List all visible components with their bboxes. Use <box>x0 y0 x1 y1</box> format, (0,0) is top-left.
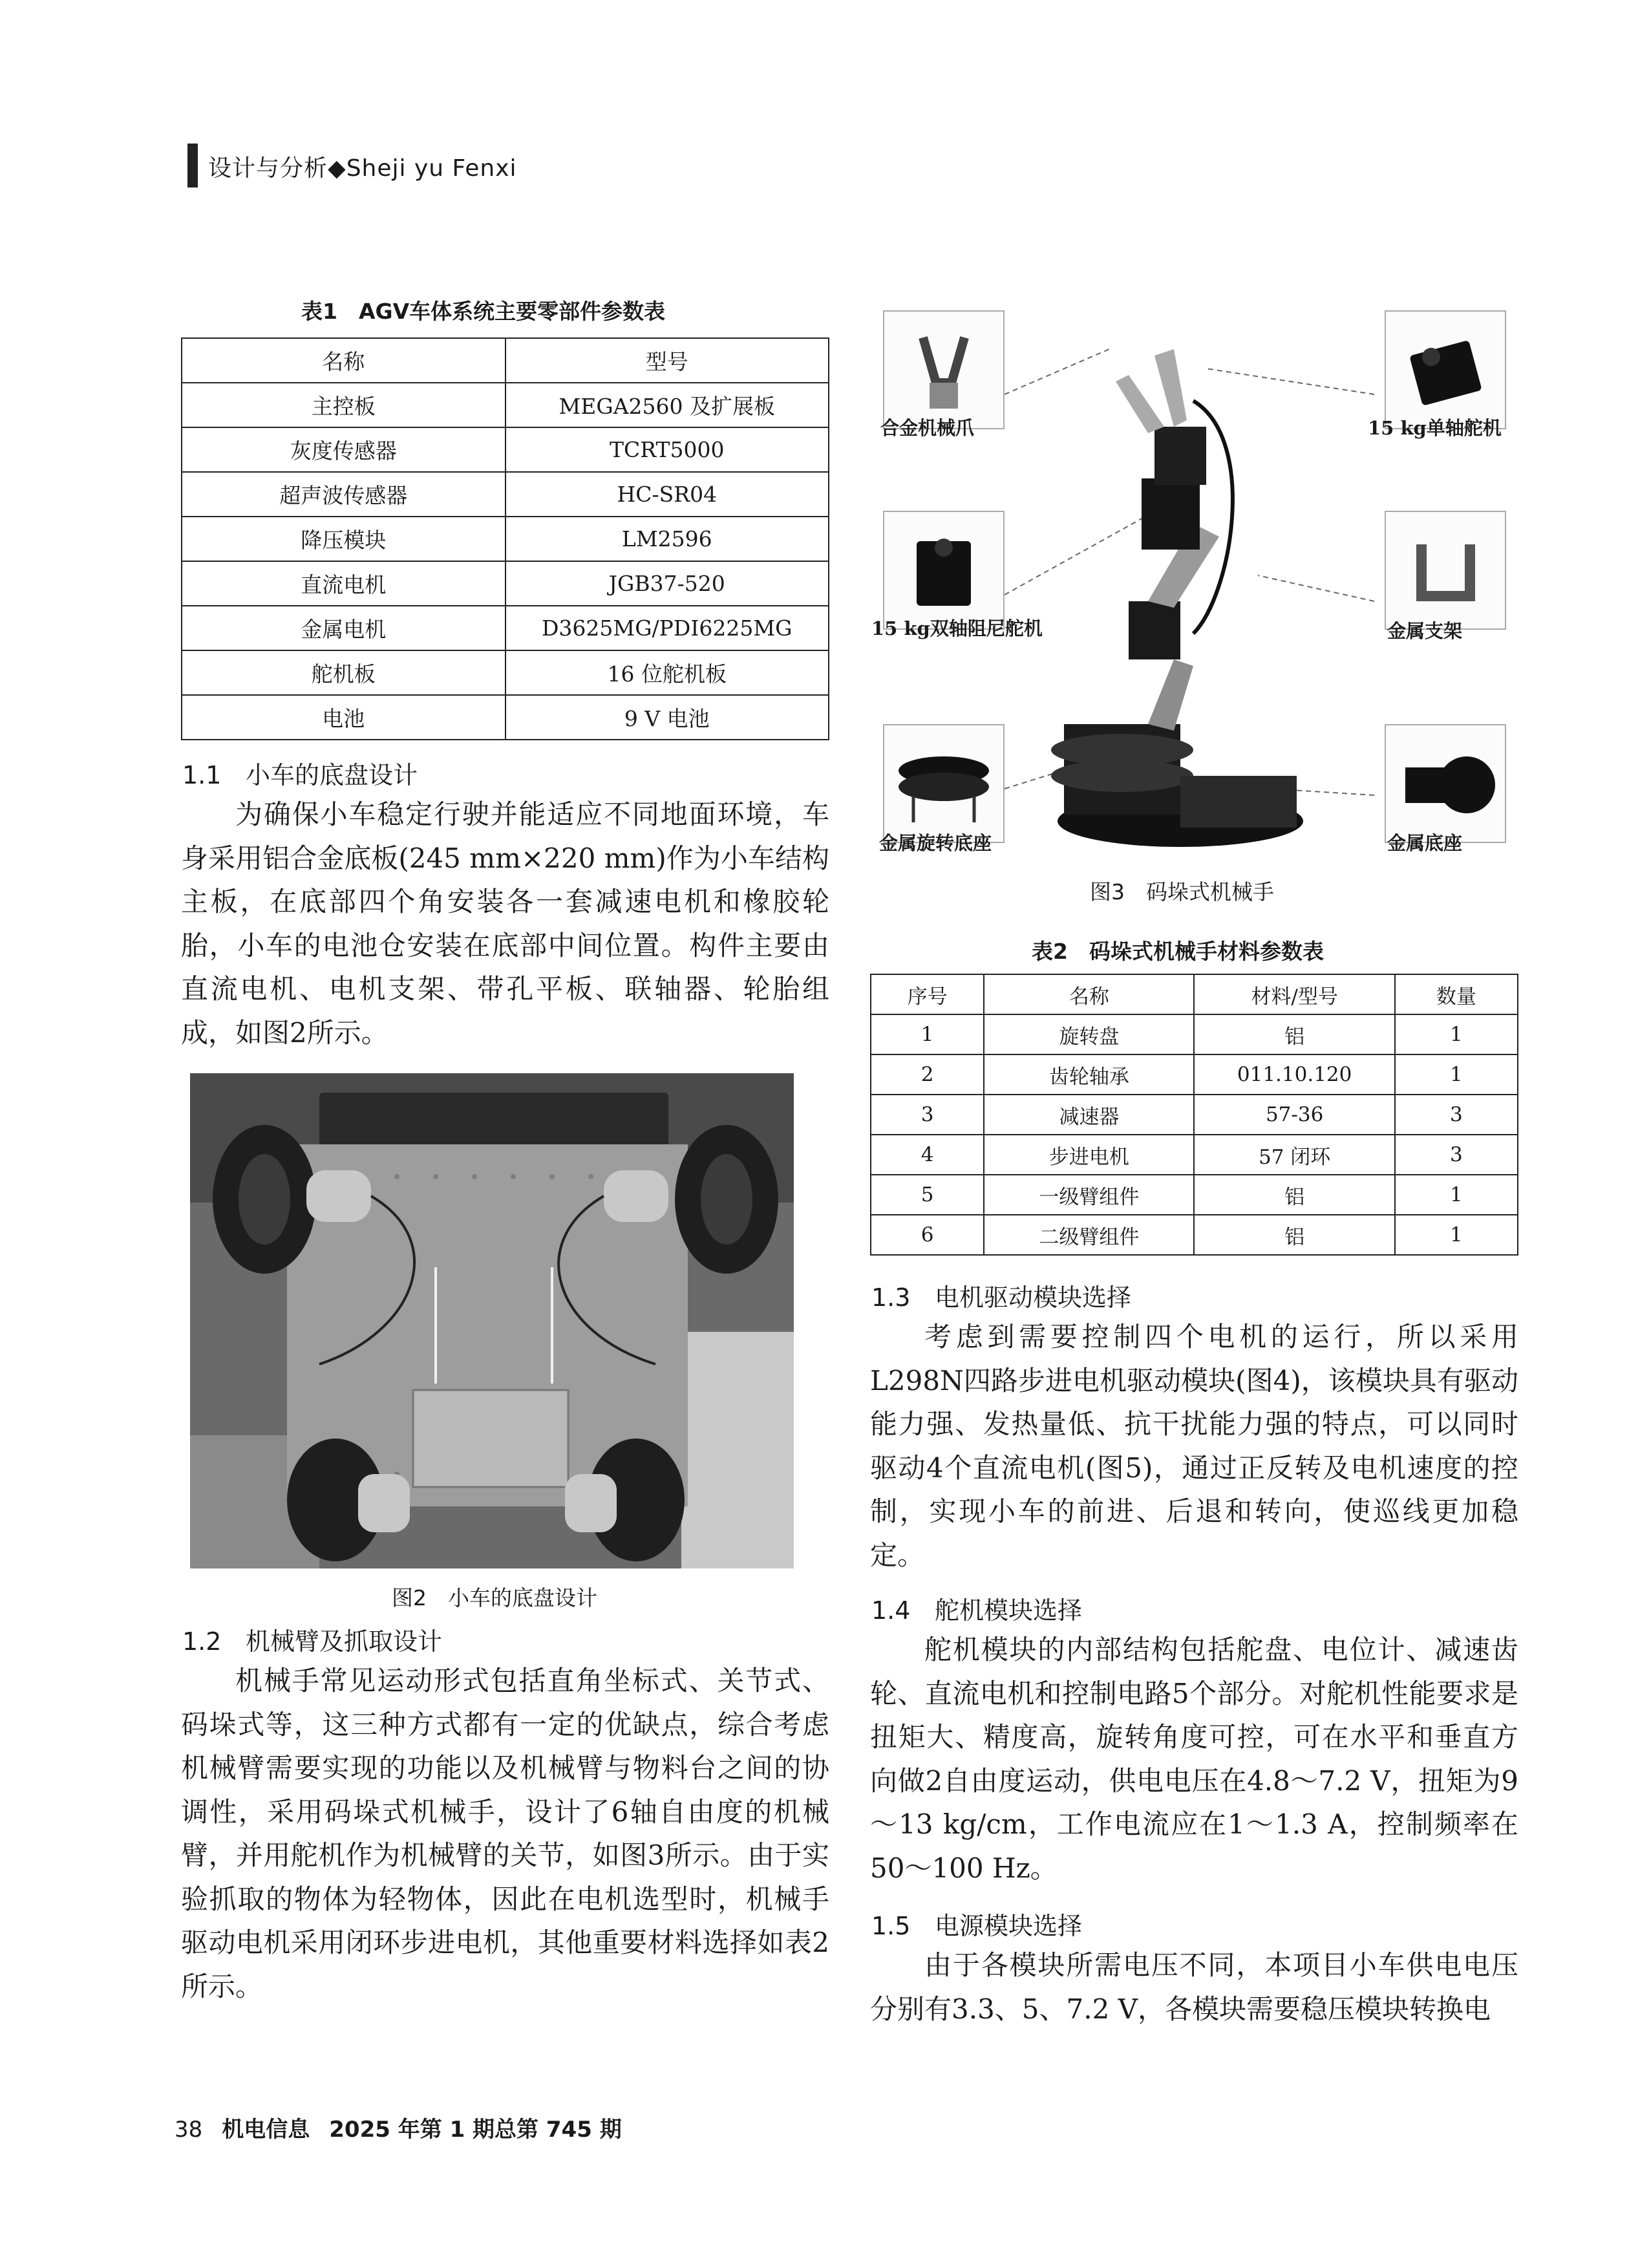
table-cell: 直流电机 <box>182 561 505 606</box>
table2-caption: 表2 码垛式机械手材料参数表 <box>1032 939 1324 964</box>
table-cell: 16 位舵机板 <box>505 650 829 695</box>
section-1-4-body <box>870 1628 1518 1890</box>
table-row <box>871 1014 1518 1054</box>
section-1-1-heading <box>182 755 418 791</box>
header-separator: ◆ <box>328 155 346 182</box>
table-cell: JGB37-520 <box>505 561 829 606</box>
table-cell: 灰度传感器 <box>182 427 505 472</box>
servo-dual-label: 15 kg双轴阻尼舵机 <box>871 617 1043 639</box>
section-1-3-body <box>870 1315 1518 1577</box>
table-header-row <box>182 338 829 383</box>
table-cell: 铝 <box>1194 1175 1394 1215</box>
section-title: 电机驱动模块选择 <box>935 1283 1132 1312</box>
table-cell: 2 <box>871 1054 984 1095</box>
section-title: 机械臂及抓取设计 <box>246 1627 443 1656</box>
servo-icon <box>1386 312 1505 428</box>
paragraph: 考虑到需要控制四个电机的运行，所以采用L298N四路步进电机驱动模块(图4)，该模块具有驱动能力强、发热量低、抗干扰能力强的特点，可以同时驱动4个直流电机(图5)，通过正反转及电机速度的控制，实现小车的前进、后退和转向，使巡线更加稳定。 <box>870 1321 1518 1571</box>
figure3-caption: 图3 码垛式机械手 <box>1090 879 1274 904</box>
section-number: 1.2 <box>182 1627 222 1656</box>
rotating-base-icon <box>884 725 1003 842</box>
section-1-5-heading <box>871 1906 1082 1942</box>
table-cell: 1 <box>1395 1054 1518 1095</box>
metal-base-label: 金属底座 <box>1387 832 1463 854</box>
section-title: 小车的底盘设计 <box>246 761 418 789</box>
table-cell: 铝 <box>1194 1215 1394 1255</box>
table-cell: 57 闭环 <box>1194 1135 1394 1175</box>
figure2-caption: 图2 小车的底盘设计 <box>392 1585 597 1610</box>
paragraph: 机械手常见运动形式包括直角坐标式、关节式、码垛式等，这三种方式都有一定的优缺点，综合考虑机械臂需要实现的功能以及机械臂与物料台之间的协调性，采用码垛式机械手，设计了6轴自由度的机械臂，并用舵机作为机械臂的关节，如图3所示。由于实验抓取的物体为轻物体，因此在电机选型时，机械手驱动电机采用闭环步进电机，其他重要材料选择如表2所示。 <box>181 1665 829 2002</box>
table1-header-name: 名称 <box>182 338 505 383</box>
section-1-5-body <box>870 1943 1518 2031</box>
table-row <box>182 606 829 650</box>
table2-header-material: 材料/型号 <box>1194 974 1394 1014</box>
table-row <box>182 561 829 606</box>
section-1-2-body <box>181 1659 829 2008</box>
table-cell: 主控板 <box>182 383 505 427</box>
metal-base-image <box>1385 724 1506 843</box>
bracket-image <box>1385 511 1506 630</box>
metal-base-icon <box>1386 725 1505 842</box>
section-1-2-heading <box>182 1621 442 1657</box>
header-bar <box>187 144 198 187</box>
journal-name: 机电信息 <box>222 2117 310 2143</box>
header-section-pinyin: Sheji yu Fenxi <box>346 155 517 182</box>
rotating-base-image <box>883 724 1005 843</box>
table-cell: 3 <box>1395 1135 1518 1175</box>
table-cell: 5 <box>871 1175 984 1215</box>
section-title: 电源模块选择 <box>935 1912 1083 1940</box>
table-cell: 二级臂组件 <box>984 1215 1194 1255</box>
bracket-icon <box>1386 512 1505 628</box>
table-row <box>871 1175 1518 1215</box>
table-cell: 3 <box>1395 1095 1518 1135</box>
table-row <box>871 1135 1518 1175</box>
table-row <box>182 650 829 695</box>
running-header <box>208 150 517 183</box>
table-cell: 一级臂组件 <box>984 1175 1194 1215</box>
paragraph: 舵机模块的内部结构包括舵盘、电位计、减速齿轮、直流电机和控制电路5个部分。对舵机性能要求是扭矩大、精度高，旋转角度可控，可在水平和垂直方向做2自由度运动，供电电压在4.8～7.2 V，扭矩为9～13 kg/cm，工作电流应在1～1.3 A，控制频率在50～100 Hz。 <box>870 1634 1518 1884</box>
table-header-row <box>871 974 1518 1014</box>
table-row <box>871 1054 1518 1095</box>
table-cell: 57-36 <box>1194 1095 1394 1135</box>
chassis-illustration <box>190 1073 794 1568</box>
table-row <box>182 427 829 472</box>
table-cell: D3625MG/PDI6225MG <box>505 606 829 650</box>
claw-icon <box>884 312 1003 428</box>
table-cell: 9 V 电池 <box>505 695 829 740</box>
paragraph: 由于各模块所需电压不同，本项目小车供电电压分别有3.3、5、7.2 V，各模块需要稳压模块转换电 <box>870 1949 1518 2025</box>
figure3-manipulator <box>870 297 1518 866</box>
table-cell: 旋转盘 <box>984 1014 1194 1054</box>
servo-single-image <box>1385 310 1506 429</box>
table-cell: LM2596 <box>505 517 829 561</box>
section-1-3-heading <box>871 1278 1131 1313</box>
table-cell: 金属电机 <box>182 606 505 650</box>
servo-dual-image <box>883 511 1005 630</box>
table-row <box>182 383 829 427</box>
section-1-1-body <box>181 793 829 1054</box>
bracket-label: 金属支架 <box>1387 620 1463 642</box>
section-number: 1.3 <box>871 1283 911 1312</box>
table-cell: 011.10.120 <box>1194 1054 1394 1095</box>
table-cell: 3 <box>871 1095 984 1135</box>
table-cell: 1 <box>1395 1175 1518 1215</box>
servo-dual-icon <box>884 512 1003 628</box>
table1 <box>181 337 829 740</box>
table-cell: 步进电机 <box>984 1135 1194 1175</box>
figure2-chassis-photo <box>190 1073 794 1568</box>
section-1-4-heading <box>871 1590 1082 1626</box>
table2-header-index: 序号 <box>871 974 984 1014</box>
table-row <box>871 1095 1518 1135</box>
section-number: 1.5 <box>871 1912 911 1940</box>
table-cell: 铝 <box>1194 1014 1394 1054</box>
claw-image <box>883 310 1005 429</box>
section-title: 舵机模块选择 <box>935 1596 1083 1625</box>
servo-single-label: 15 kg单轴舵机 <box>1368 417 1502 439</box>
table-cell: 4 <box>871 1135 984 1175</box>
issue-info: 2025 年第 1 期总第 745 期 <box>329 2117 622 2143</box>
table-cell: MEGA2560 及扩展板 <box>505 383 829 427</box>
table-cell: HC-SR04 <box>505 472 829 517</box>
page-number: 38 <box>175 2117 203 2143</box>
table1-header-model: 型号 <box>505 338 829 383</box>
table-cell: 1 <box>871 1014 984 1054</box>
section-number: 1.1 <box>182 761 222 789</box>
page-footer <box>175 2112 622 2143</box>
table-cell: 1 <box>1395 1014 1518 1054</box>
rotating-base-label: 金属旋转底座 <box>879 832 992 854</box>
table1-caption: 表1 AGV车体系统主要零部件参数表 <box>301 299 666 324</box>
table-cell: 降压模块 <box>182 517 505 561</box>
paragraph: 为确保小车稳定行驶并能适应不同地面环境，车身采用铝合金底板(245 mm×220 mm)作为小车结构主板，在底部四个角安装各一套减速电机和橡胶轮胎，小车的电池仓安装在底部中间位置。构件主要由直流电机、电机支架、带孔平板、联轴器、轮胎组成，如图2所示。 <box>181 798 829 1049</box>
header-section-cn: 设计与分析 <box>208 155 328 182</box>
table-cell: 舵机板 <box>182 650 505 695</box>
table2-header-name: 名称 <box>984 974 1194 1014</box>
table-cell: TCRT5000 <box>505 427 829 472</box>
table-cell: 齿轮轴承 <box>984 1054 1194 1095</box>
table-cell: 超声波传感器 <box>182 472 505 517</box>
table2 <box>870 974 1518 1256</box>
table-row <box>871 1215 1518 1255</box>
table-row <box>182 695 829 740</box>
table-cell: 6 <box>871 1215 984 1255</box>
table-row <box>182 472 829 517</box>
table-cell: 1 <box>1395 1215 1518 1255</box>
table-row <box>182 517 829 561</box>
table2-header-quantity: 数量 <box>1395 974 1518 1014</box>
table-cell: 减速器 <box>984 1095 1194 1135</box>
section-number: 1.4 <box>871 1596 911 1625</box>
claw-label: 合金机械爪 <box>880 417 975 439</box>
table-cell: 电池 <box>182 695 505 740</box>
